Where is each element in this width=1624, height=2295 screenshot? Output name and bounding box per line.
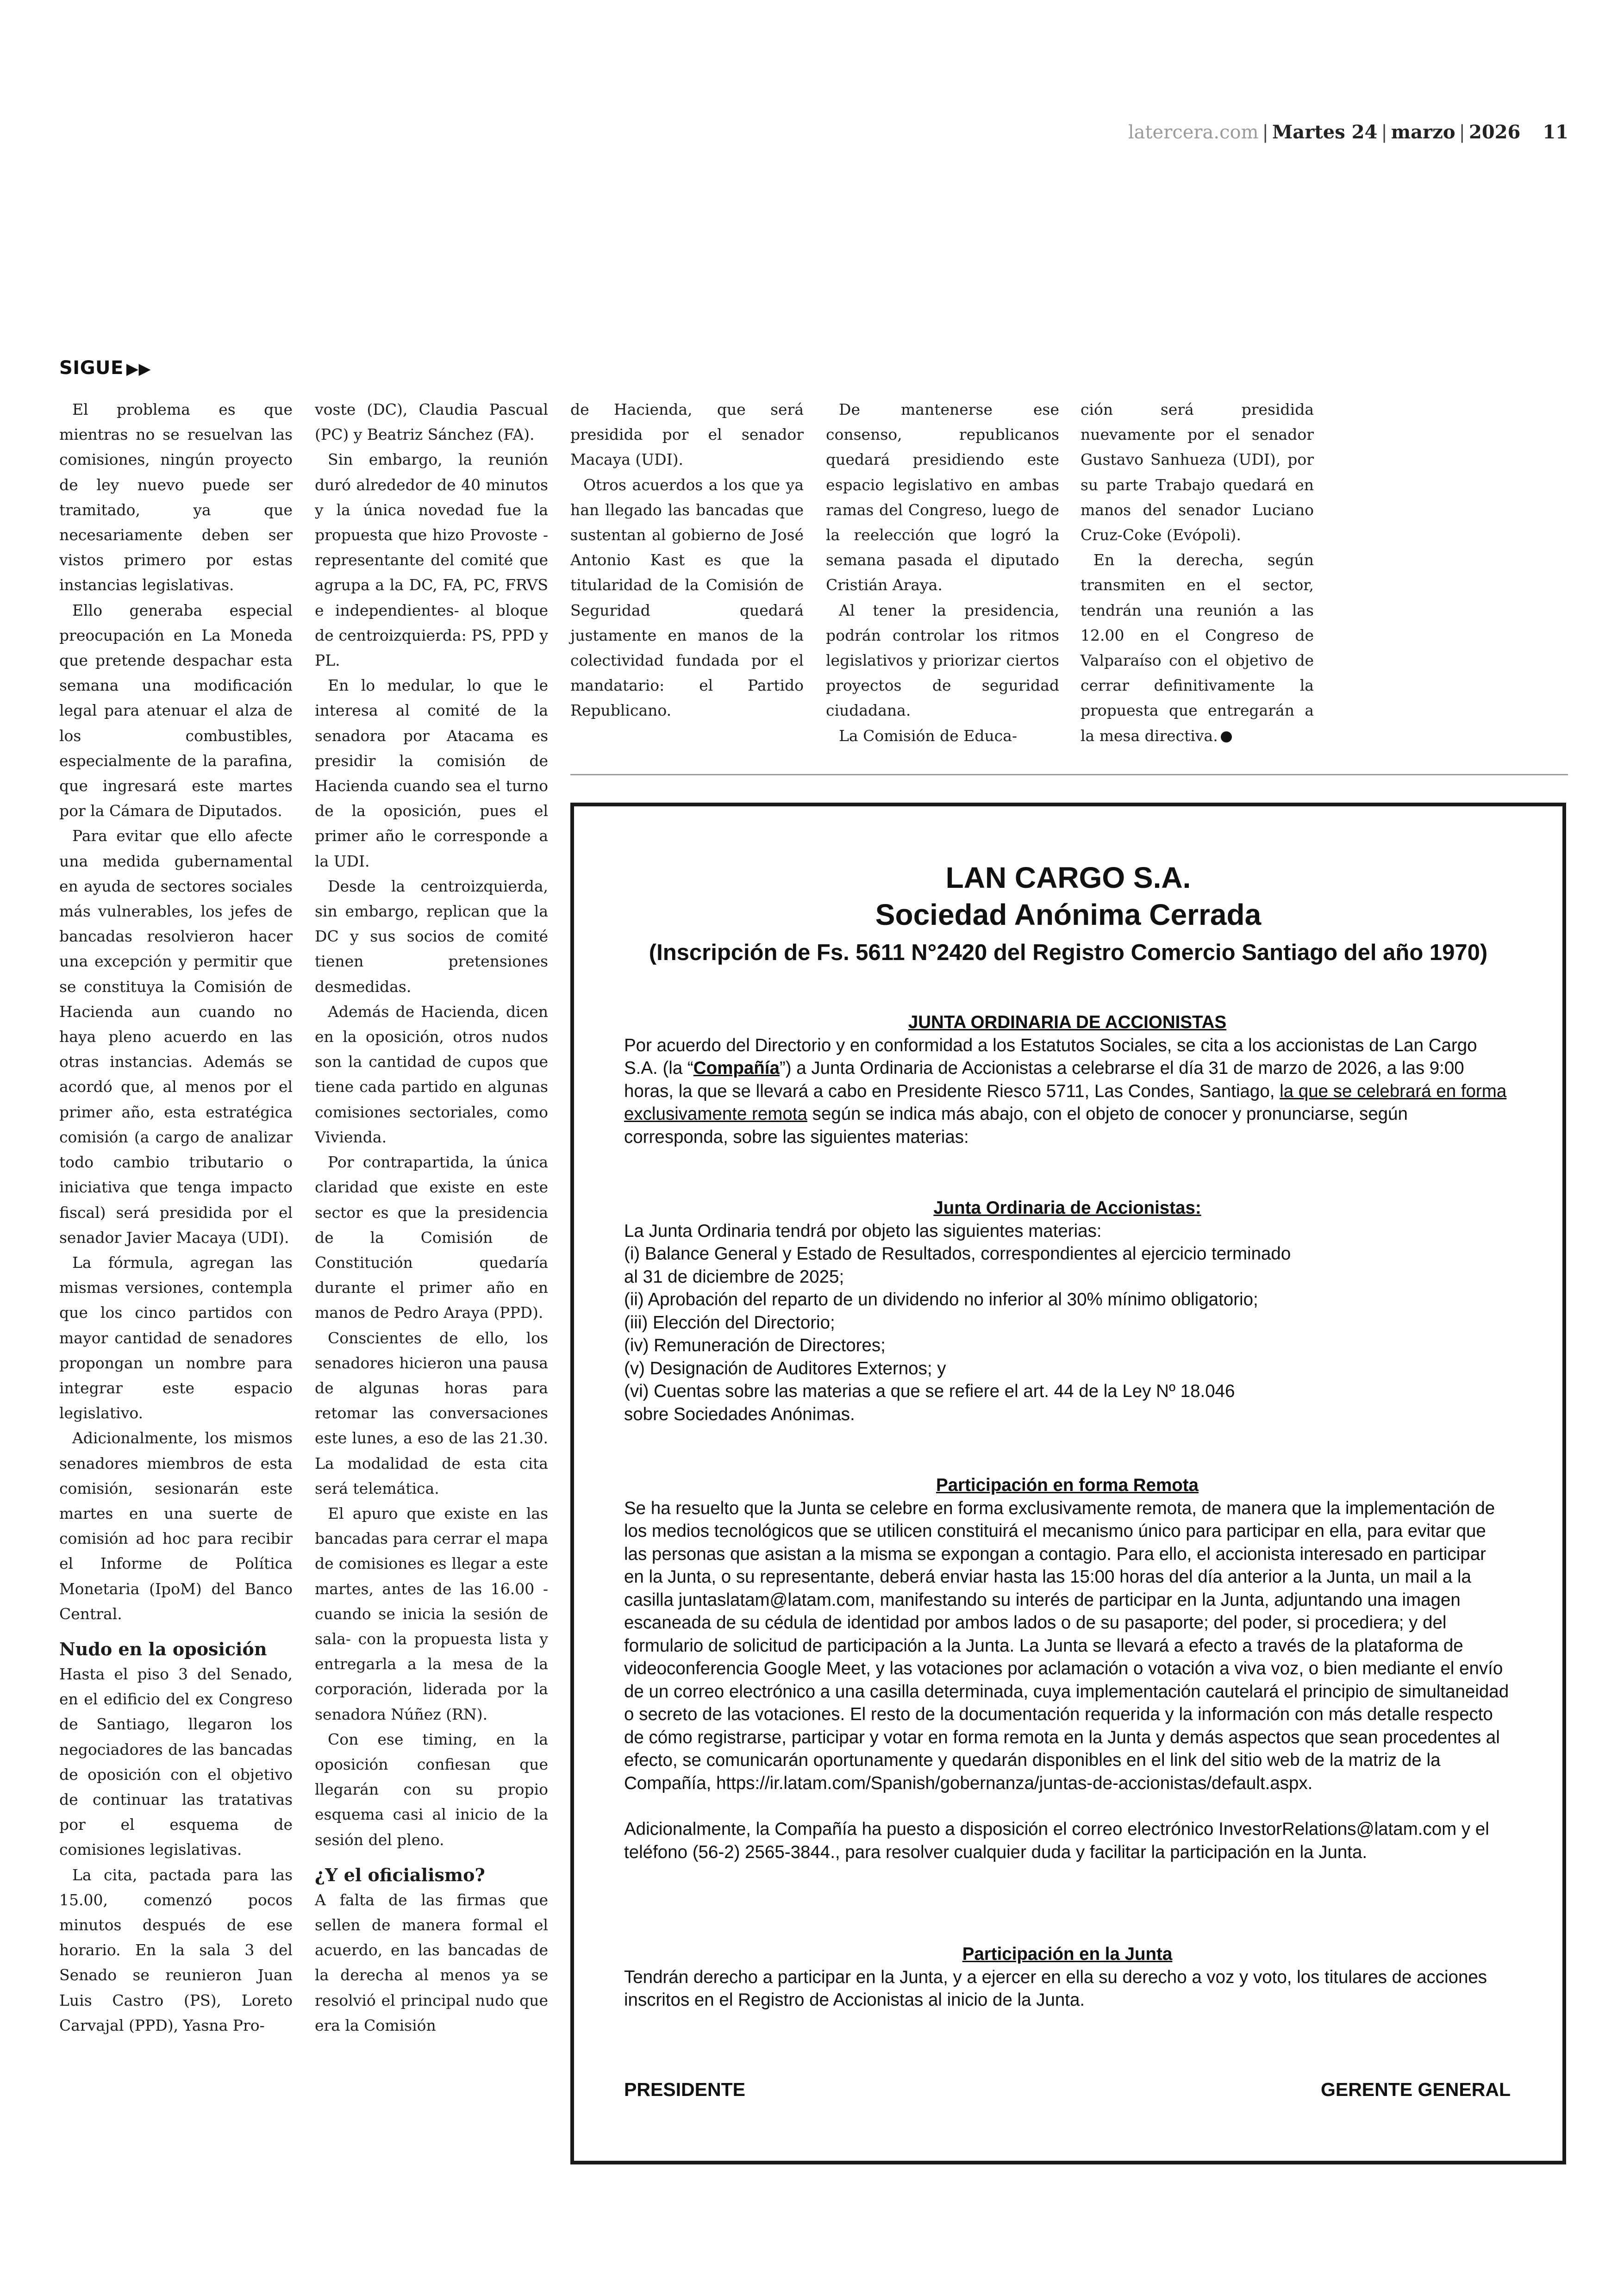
paragraph: Al tener la presidencia, podrán controlar los ritmos legislativos y priorizar ciertos proyectos de seguridad ciudadana. [826, 601, 1059, 720]
list-item: (i) Balance General y Estado de Resultados, correspondientes al ejercicio terminado [624, 1244, 1291, 1264]
contact-text: Adicionalmente, la Compañía ha puesto a disposición el correo electrónico InvestorRelations@latam.com y el teléfono (56-2) 2565-3844., para resolver cualquier duda y facilitar la participación en la Junta. [624, 1819, 1489, 1862]
notice-matters-section [624, 1197, 1511, 1426]
end-of-article-icon [1221, 731, 1232, 742]
notice-intro [624, 1034, 1511, 1149]
notice-remote-section [624, 1474, 1511, 1864]
subheading-nudo: Nudo en la oposición [59, 1638, 267, 1659]
header-separator: | [1262, 122, 1268, 143]
list-item: (iv) Remuneración de Directores; [624, 1335, 886, 1355]
paragraph-text: En la derecha, según transmiten en el sector, tendrán una reunión a las 12.00 en el Congreso de Valparaíso con el objetivo de cerrar definitivamente la propuesta que entregarán a la mesa directiva. [1081, 551, 1314, 745]
paragraph: A falta de las firmas que sellen de manera formal el acuerdo, en las bancadas de la derecha al menos ya se resolvió el principal nudo que era la Comisión [315, 1890, 548, 2034]
continues-marker [59, 357, 151, 379]
paragraph: La Comisión de Educa- [839, 726, 1018, 745]
paragraph: voste (DC), Claudia Pascual (PC) y Beatriz Sánchez (FA). [315, 400, 548, 444]
paragraph: En lo medular, lo que le interesa al comité de la senadora por Atacama es presidir la comisión de Hacienda cuando sea el turno de la oposición, pues el primer año le corresponde a la UDI. [315, 676, 548, 870]
notice-intro-section [624, 1011, 1511, 1148]
paragraph: Hasta el piso 3 del Senado, en el edificio del ex Congreso de Santiago, llegaron los negociadores de las bancadas de oposición con el objetivo de continuar las tratativas por el esquema de comisiones legislativas. [59, 1665, 293, 1859]
paragraph: Para evitar que ello afecte una medida gubernamental en ayuda de sectores sociales más vulnerables, los jefes de bancadas resolvieron hacer una excepción y permitir que se constituya la Comisión de Hacienda aun cuando no haya pleno acuerdo en las otras instancias. Además se acordó que, al menos por el primer año, esta estratégica comisión (a cargo de analizar todo cambio tributario o iniciativa que tenga impacto fiscal) será presidida por el senador Javier Macaya (UDI). [59, 827, 293, 1247]
header-weekday-day: Martes 24 [1272, 121, 1378, 143]
article-column-4 [826, 397, 1059, 748]
paragraph: Además de Hacienda, dicen en la oposición, otros nudos son la cantidad de cupos que tiene cada partido en algunas comisiones sectoriales, como Vivienda. [315, 1002, 548, 1146]
paragraph: El problema es que mientras no se resuelvan las comisiones, ningún proyecto de ley nuevo puede ser tramitado, ya que necesariamente deben ser vistos primero por estas instancias legislativas. [59, 400, 293, 594]
intro-text: Por acuerdo del Directorio y en conformidad a los Estatutos Sociales, se cita a los accionistas de Lan Cargo S.A. (la “ [624, 1035, 1477, 1078]
list-item: (iii) Elección del Directorio; [624, 1312, 835, 1333]
notice-participation-section [624, 1943, 1511, 2012]
notice-company-type: Sociedad Anónima Cerrada [875, 898, 1262, 931]
paragraph: Otros acuerdos a los que ya han llegado las bancadas que sustentan al gobierno de José Antonio Kast es que la titularidad de la Comisión de Seguridad quedará justamente en manos de la colectividad fundada por el mandatario: el Partido Republicano. [570, 475, 804, 720]
matters-intro: La Junta Ordinaria tendrá por objeto las siguientes materias: [624, 1221, 1102, 1241]
intro-company: Compañía [693, 1058, 780, 1078]
page-header [1128, 121, 1568, 143]
remote-text: Se ha resuelto que la Junta se celebre en forma exclusivamente remota, de manera que la implementación de los medios tecnológicos que se utilicen constituirá el mecanismo único para participar en ella, para evitar que las personas que asistan a la misma se expongan a contagio. Para ello, el accionista interesado en participar en la Junta, o su representante, deberá enviar hasta las 15:00 horas del día anterior a la Junta, un mail a la casilla juntaslatam@latam.com, manifestando su interés de participar en la Junta, adjuntando una imagen escaneada de su cédula de identidad por ambos lados o de su pasaporte; del poder, si procediera; y del formulario de solicitud de participación a la Junta. La Junta se llevará a efecto a través de la plataforma de videoconferencia Google Meet, y las votaciones por aclamación o votación a viva voz, o bien mediante el envío de un correo electrónico a una casilla determinada, cuya implementación cautelará el principio de simultaneidad o secreto de las votaciones. El resto de la documentación requerida y la información con más detalle respecto de cómo registrarse, participar y votar en forma remota en la Junta y demás aspectos que sean procedentes al efecto, se comunicarán oportunamente y quedarán disponibles en el link del sitio web de la matriz de la Compañía, https://ir.latam.com/Spanish/gobernanza/juntas-de-accionistas/default.aspx. [624, 1498, 1509, 1793]
header-separator: | [1381, 122, 1387, 143]
double-arrow-icon: ▶▶ [126, 360, 151, 378]
list-item: (ii) Aprobación del reparto de un dividendo no inferior al 30% mínimo obligatorio; [624, 1290, 1258, 1310]
article-column-3 [570, 397, 804, 723]
signature-general-manager: GERENTE GENERAL [1320, 2079, 1511, 2100]
notice-company: LAN CARGO S.A. [945, 861, 1191, 894]
article-column-5 [1081, 397, 1314, 748]
list-item: (vi) Cuentas sobre las materias a que se refiere el art. 44 de la Ley Nº 18.046 [624, 1381, 1235, 1401]
notice-heading-participation: Participación en la Junta [962, 1944, 1173, 1964]
paragraph: Adicionalmente, los mismos senadores miembros de esta comisión, sesionarán este martes en una suerte de comisión ad hoc para recibir el Informe de Política Monetaria (IpoM) del Banco Central. [59, 1429, 293, 1623]
notice-heading-remote: Participación en forma Remota [936, 1475, 1199, 1495]
article-column-1 [59, 397, 293, 2038]
participation-text: Tendrán derecho a participar en la Junta, y a ejercer en ella su derecho a voz y voto, los titulares de acciones inscritos en el Registro de Accionistas al inicio de la Junta. [624, 1967, 1487, 2010]
paragraph: de Hacienda, que será presidida por el senador Macaya (UDI). [570, 400, 804, 469]
paragraph: Conscientes de ello, los senadores hicieron una pausa de algunas horas para retomar las conversaciones este lunes, a eso de las 21.30. La modalidad de esta cita será telemática. [315, 1328, 548, 1497]
paragraph: El apuro que existe en las bancadas para cerrar el mapa de comisiones es llegar a este martes, antes de las 16.00 -cuando se inicia la sesión de sala- con la propuesta lista y entregarla a la mesa de la corporación, liderada por la senadora Núñez (RN). [315, 1504, 548, 1723]
paragraph: De mantenerse ese consenso, republicanos quedará presidiendo este espacio legislativo en ambas ramas del Congreso, luego de la reelección que logró la semana pasada el diputado Cristián Araya. [826, 400, 1059, 594]
paragraph: Ello generaba especial preocupación en La Moneda que pretende despachar esta semana una modificación legal para atenuar el alza de los combustibles, especialmente de la parafina, que ingresará este martes por la Cámara de Diputados. [59, 601, 293, 820]
notice-heading-matters: Junta Ordinaria de Accionistas: [933, 1198, 1201, 1218]
article-column-2 [315, 397, 548, 2038]
notice-heading-junta: JUNTA ORDINARIA DE ACCIONISTAS [908, 1012, 1227, 1032]
continues-label: SIGUE [59, 357, 124, 379]
header-year: 2026 [1469, 121, 1521, 143]
signature-president: PRESIDENTE [624, 2079, 745, 2100]
intro-text: ”) a Junta Ordinaria de Accionistas a celebrarse el día 31 de marzo de 2026, a las 9:00 horas, la que se llevará a cabo en Presidente Riesco 5711, Las Condes, Santiago, [624, 1058, 1464, 1101]
legal-notice [570, 803, 1566, 2164]
list-item: sobre Sociedades Anónimas. [624, 1404, 855, 1424]
matters-list [624, 1242, 1511, 1426]
paragraph: Por contrapartida, la única claridad que existe en este sector es que la presidencia de la Comisión de Constitución quedaría durante el primer año en manos de Pedro Araya (PPD). [315, 1153, 548, 1322]
subheading-oficialismo: ¿Y el oficialismo? [315, 1864, 485, 1885]
intro-text: según se indica más abajo, con el objeto de conocer y pronunciarse, según corresponda, sobre las siguientes materias: [624, 1104, 1408, 1147]
site-name: latercera.com [1128, 122, 1259, 143]
paragraph: ción será presidida nuevamente por el senador Gustavo Sanhueza (UDI), por su parte Trabajo quedará en manos del senador Luciano Cruz-Coke (Evópoli). [1081, 400, 1314, 544]
intro-remote: la que se celebrará en forma exclusivamente remota [624, 1081, 1507, 1124]
header-month: marzo [1391, 121, 1455, 143]
paragraph [1081, 548, 1314, 748]
header-separator: | [1459, 122, 1465, 143]
paragraph: Sin embargo, la reunión duró alrededor de 40 minutos y la única novedad fue la propuesta que hizo Provoste -representante del comité que agrupa a la DC, FA, PC, FRVS e independientes- al bloque de centroizquierda: PS, PPD y PL. [315, 450, 548, 670]
paragraph: La fórmula, agregan las mismas versiones, contempla que los cinco partidos con mayor cantidad de senadores propongan un nombre para integrar este espacio legislativo. [59, 1253, 293, 1422]
page-number: 11 [1543, 121, 1568, 143]
list-item: al 31 de diciembre de 2025; [624, 1266, 844, 1287]
notice-registration: (Inscripción de Fs. 5611 N°2420 del Registro Comercio Santiago del año 1970) [649, 940, 1488, 965]
section-divider [570, 774, 1568, 775]
paragraph: Con ese timing, en la oposición confiesan que llegarán con su propio esquema casi al inicio de la sesión del pleno. [315, 1730, 548, 1849]
list-item: (v) Designación de Auditores Externos; y [624, 1358, 946, 1378]
paragraph: Desde la centroizquierda, sin embargo, replican que la DC y sus socios de comité tienen pretensiones desmedidas. [315, 877, 548, 996]
paragraph: La cita, pactada para las 15.00, comenzó pocos minutos después de ese horario. En la sala 3 del Senado se reunieron Juan Luis Castro (PS), Loreto Carvajal (PPD), Yasna Pro- [59, 1865, 293, 2034]
